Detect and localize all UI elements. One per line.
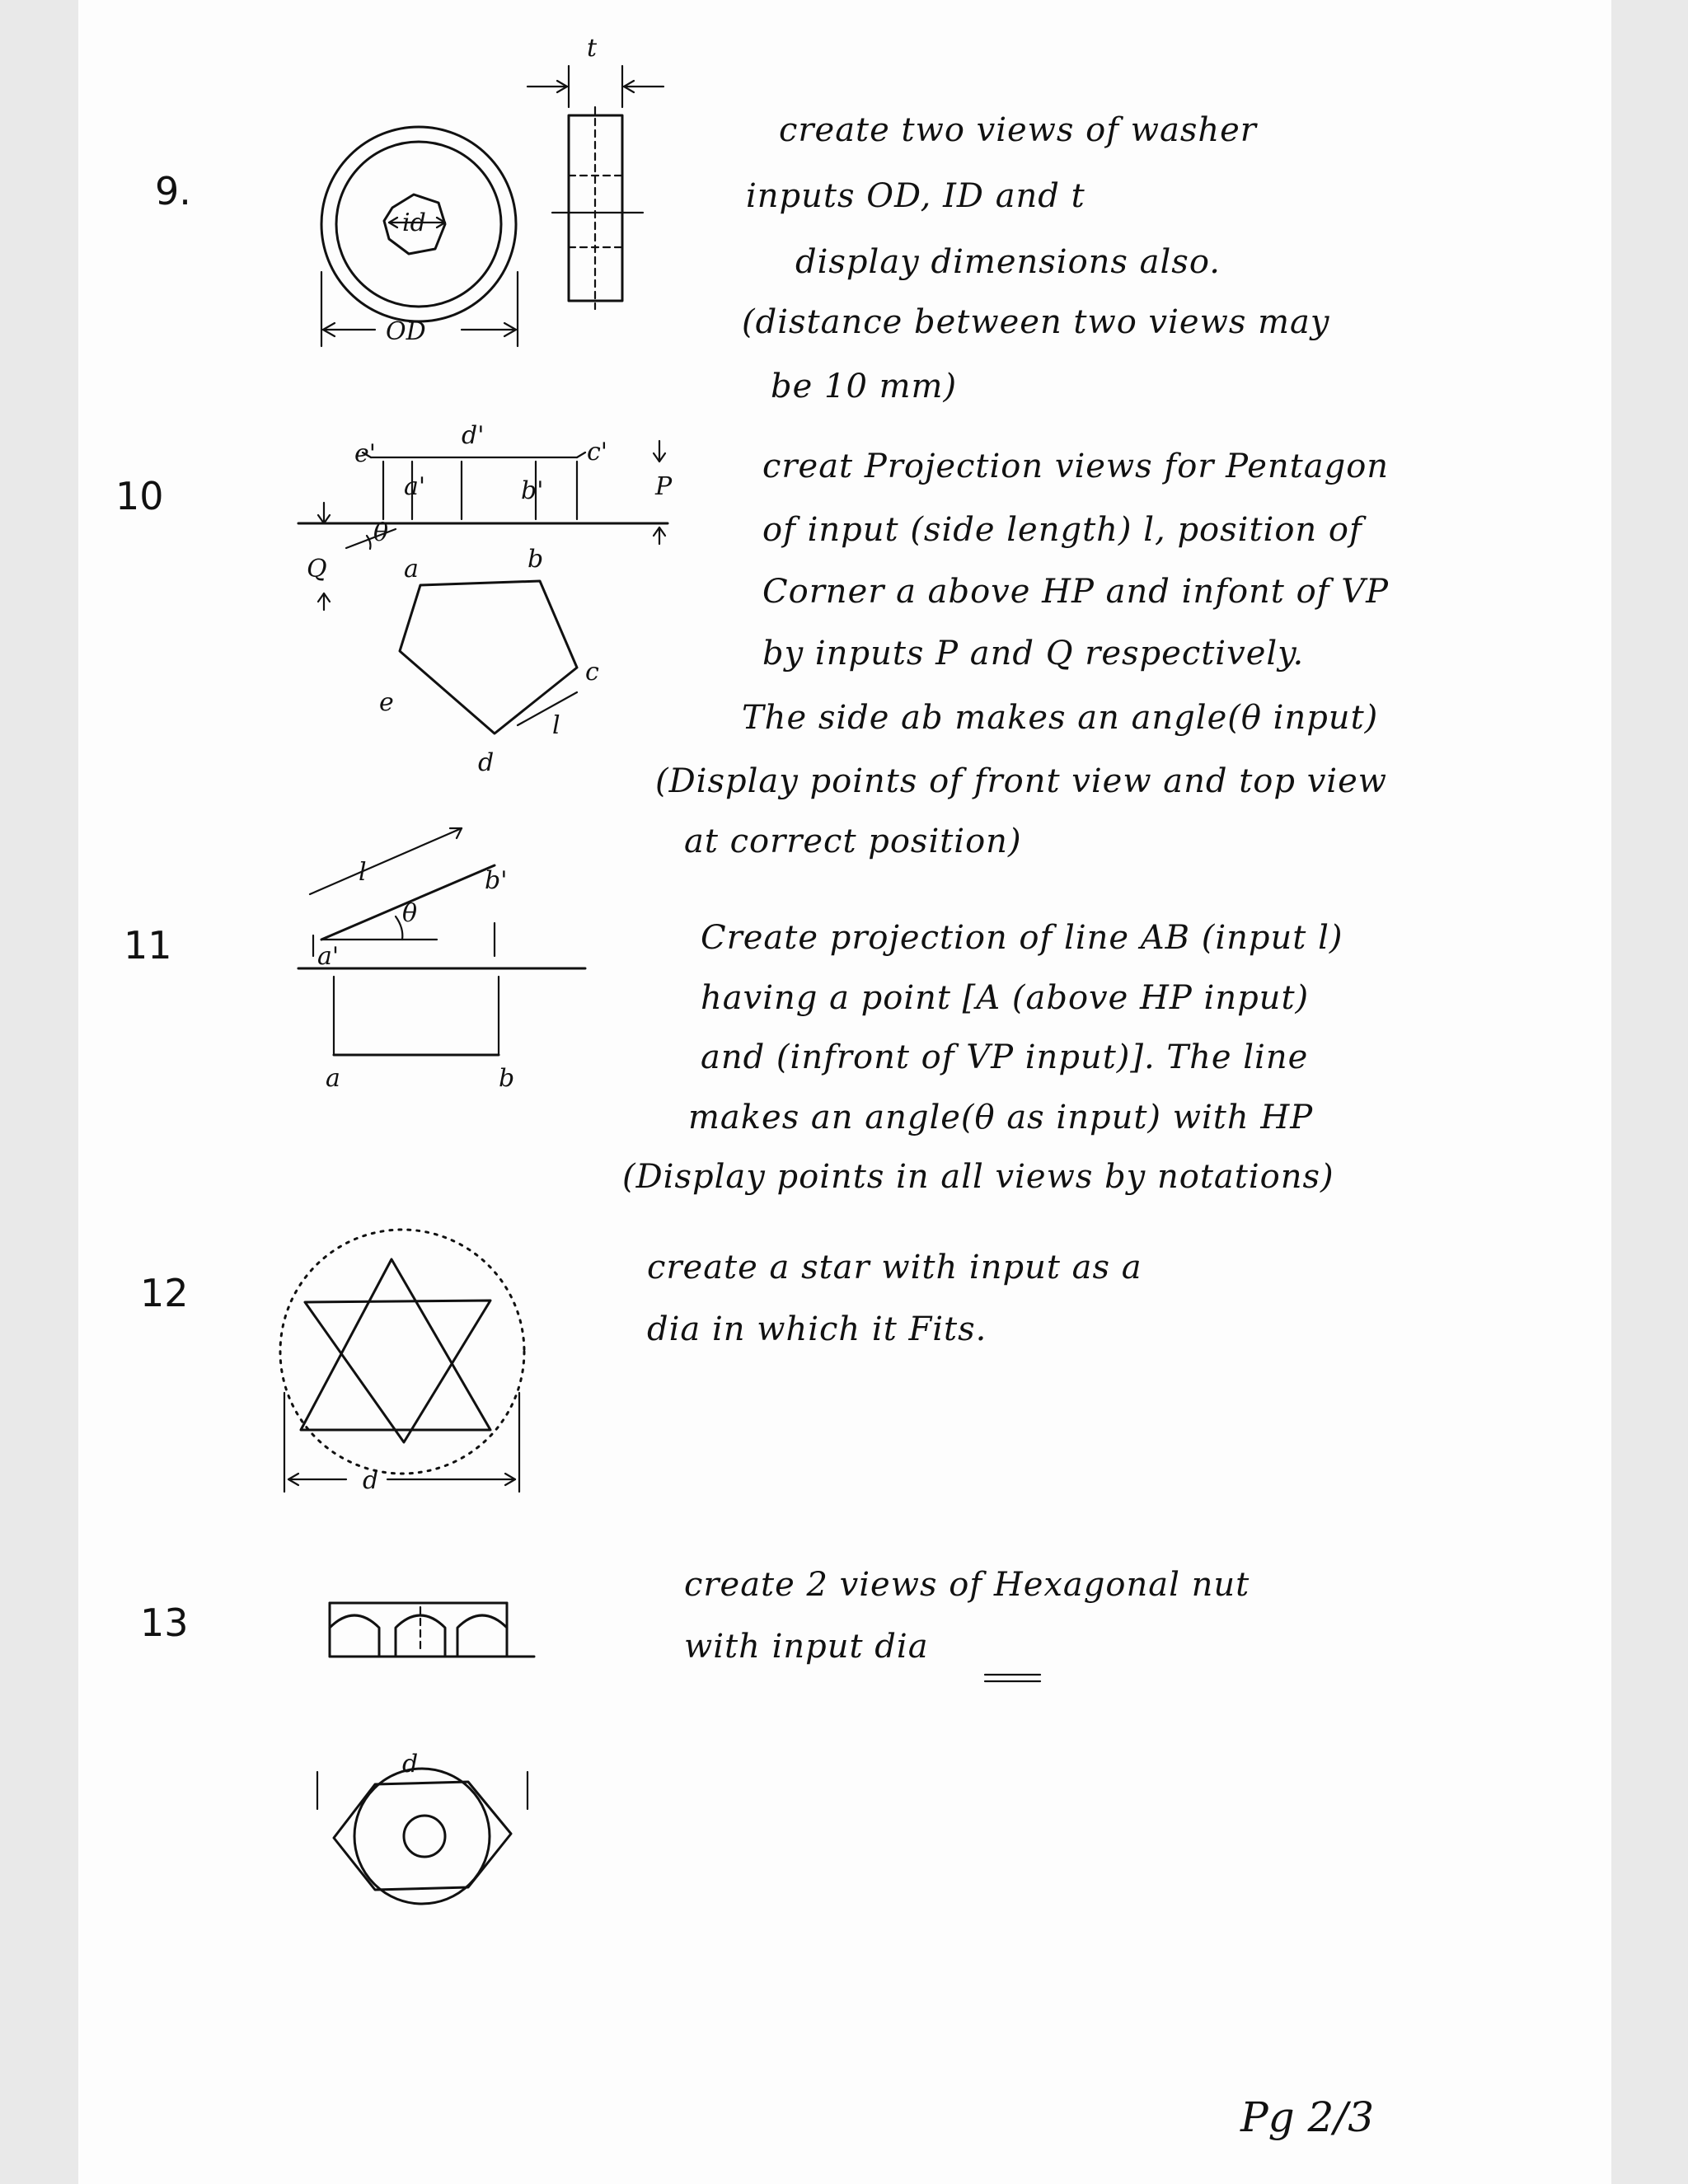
line-label: b' xyxy=(485,866,508,895)
problem-text-line: create 2 views of Hexagonal nut xyxy=(684,1566,1250,1604)
problem-text-line: The side ab makes an angle(θ input) xyxy=(742,699,1379,737)
pentagon-label: θ xyxy=(373,518,389,547)
problem-text-line: dia in which it Fits. xyxy=(647,1310,987,1348)
problem-number: 11 xyxy=(124,923,172,968)
line-label: b xyxy=(499,1064,515,1093)
pentagon-label: e xyxy=(379,688,394,717)
problem-text-line: be 10 mm) xyxy=(771,368,958,405)
pentagon-label: Q xyxy=(307,555,327,583)
pentagon-label: P xyxy=(655,472,673,501)
line-label: a' xyxy=(317,942,340,971)
pentagon-label: l xyxy=(552,711,560,740)
line-label: θ xyxy=(402,899,418,928)
problem-text-line: create two views of washer xyxy=(779,111,1257,149)
washer-id-label: id xyxy=(402,209,426,237)
pentagon-label: b xyxy=(528,545,544,574)
problem-text-line: at correct position) xyxy=(684,823,1022,860)
problem-text-line: (Display points in all views by notations) xyxy=(622,1158,1334,1196)
pentagon-label: d' xyxy=(462,421,485,450)
pentagon-label: e' xyxy=(354,439,377,468)
pentagon-label: d xyxy=(478,748,495,777)
problem-text-line: (Display points of front view and top view xyxy=(655,762,1387,800)
washer-od-label: OD xyxy=(386,317,426,346)
problem-number: 12 xyxy=(140,1271,189,1315)
star-sketch xyxy=(280,1230,524,1495)
problem-text-line: display dimensions also. xyxy=(795,243,1221,281)
problem-text-line: of input (side length) l, position of xyxy=(762,511,1362,549)
problem-number: 10 xyxy=(115,474,164,518)
washer-t-label: t xyxy=(587,34,598,63)
line-projection-sketch xyxy=(298,828,585,1093)
pentagon-label: c xyxy=(585,658,599,687)
pentagon-label: a xyxy=(404,555,419,583)
pentagon-projection-sketch xyxy=(298,421,673,777)
problem-text-line: create a star with input as a xyxy=(647,1249,1142,1286)
line-label: a xyxy=(326,1064,340,1093)
pentagon-label: b' xyxy=(521,476,544,505)
problem-text-line: makes an angle(θ as input) with HP xyxy=(688,1099,1314,1137)
problem-text-line: Corner a above HP and infont of VP xyxy=(762,573,1389,611)
problem-text-line: with input dia xyxy=(684,1628,929,1666)
page-number: Pg 2/3 xyxy=(1240,2093,1375,2141)
star-d-label: d xyxy=(363,1466,379,1495)
problem-text-line: and (infront of VP input)]. The line xyxy=(701,1038,1309,1076)
problem-number: 13 xyxy=(140,1601,189,1645)
problem-text-line: creat Projection views for Pentagon xyxy=(762,448,1390,485)
pentagon-label: a' xyxy=(404,472,426,501)
problem-number: 9. xyxy=(155,169,191,213)
line-label: l xyxy=(359,858,367,887)
problem-text-line: inputs OD, ID and t xyxy=(746,177,1085,215)
problem-text-line: Create projection of line AB (input l) xyxy=(701,919,1343,957)
problem-text-line: having a point [A (above HP input) xyxy=(701,979,1310,1017)
hex-nut-d-label: d xyxy=(402,1750,419,1779)
pentagon-label: c' xyxy=(587,438,608,466)
problem-text-line: by inputs P and Q respectively. xyxy=(762,635,1305,673)
problem-text-line: (distance between two views may xyxy=(742,303,1330,341)
hex-nut-sketch xyxy=(317,1603,534,1904)
washer-sketch xyxy=(321,34,663,346)
